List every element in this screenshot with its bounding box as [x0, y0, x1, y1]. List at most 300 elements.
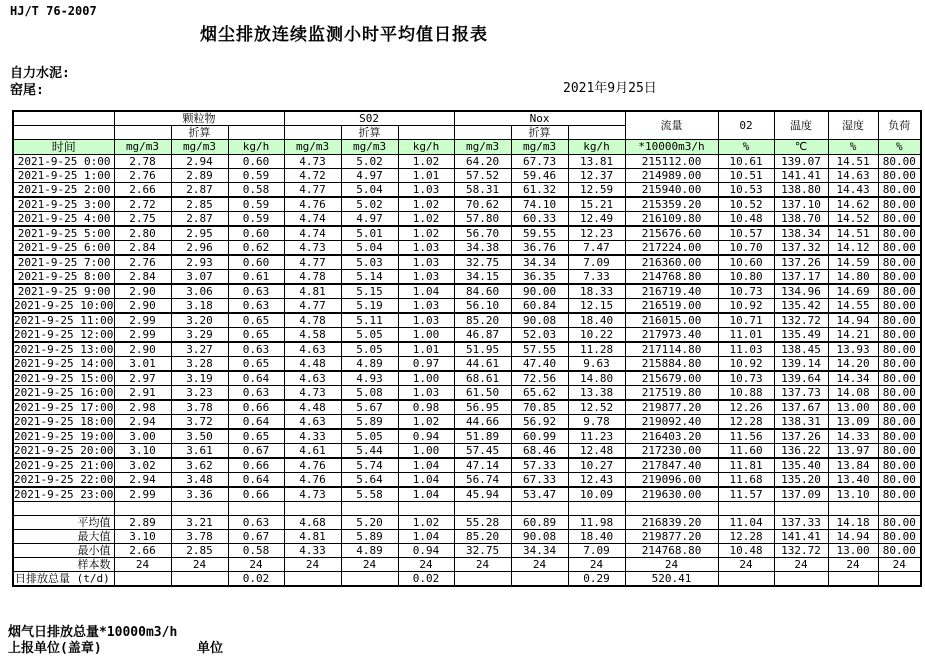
value-cell: 2.75 — [114, 212, 171, 227]
value-cell: 3.21 — [171, 516, 228, 530]
value-cell: 1.04 — [398, 487, 454, 502]
value-cell: 10.80 — [718, 270, 774, 285]
value-cell: 3.10 — [114, 530, 171, 544]
value-cell: 80.00 — [878, 169, 921, 183]
value-cell: 13.40 — [828, 473, 878, 488]
value-cell: 3.29 — [171, 328, 228, 343]
value-cell: 24 — [114, 558, 171, 572]
value-cell — [454, 572, 511, 587]
col-group-temperature: 温度 — [774, 111, 828, 140]
value-cell: 0.59 — [228, 169, 284, 183]
location-label: 窑尾: — [10, 83, 44, 98]
value-cell: 80.00 — [878, 516, 921, 530]
value-cell: 5.05 — [341, 429, 398, 444]
time-cell: 2021-9-25 21:00 — [14, 459, 114, 472]
unit-cell: mg/m3 — [171, 140, 228, 155]
value-cell: 10.51 — [718, 169, 774, 183]
value-cell: 217973.40 — [625, 328, 718, 343]
value-cell: 56.95 — [454, 400, 511, 415]
value-cell: 4.78 — [284, 313, 341, 328]
value-cell: 24 — [774, 558, 828, 572]
value-cell: 2.90 — [114, 342, 171, 357]
value-cell: 2.89 — [114, 516, 171, 530]
value-cell: 5.08 — [341, 386, 398, 401]
value-cell: 2.76 — [114, 255, 171, 270]
value-cell: 9.78 — [568, 415, 625, 430]
value-cell: 1.03 — [398, 255, 454, 270]
value-cell: 14.59 — [828, 255, 878, 270]
value-cell — [171, 572, 228, 587]
value-cell: 44.66 — [454, 415, 511, 430]
value-cell: 214768.80 — [625, 270, 718, 285]
value-cell: 80.00 — [878, 226, 921, 241]
value-cell: 45.94 — [454, 487, 511, 502]
value-cell: 137.33 — [774, 516, 828, 530]
value-cell: 84.60 — [454, 284, 511, 299]
value-cell: 51.89 — [454, 429, 511, 444]
value-cell: 216719.40 — [625, 284, 718, 299]
value-cell: 57.55 — [511, 342, 568, 357]
value-cell: 136.22 — [774, 444, 828, 459]
table-row — [13, 415, 921, 430]
report-date: 2021年9月25日 — [563, 81, 657, 96]
value-cell — [718, 572, 774, 587]
value-cell: 10.09 — [568, 487, 625, 502]
value-cell: 10.48 — [718, 544, 774, 558]
unit-cell: % — [878, 140, 921, 155]
value-cell: 5.44 — [341, 444, 398, 459]
value-cell: 216360.00 — [625, 255, 718, 270]
value-cell: 4.68 — [284, 516, 341, 530]
value-cell: 13.81 — [568, 155, 625, 169]
value-cell: 11.28 — [568, 342, 625, 357]
value-cell: 0.66 — [228, 400, 284, 415]
time-cell: 2021-9-25 5:00 — [13, 226, 114, 241]
value-cell: 2.87 — [171, 183, 228, 198]
value-cell: 1.03 — [398, 241, 454, 256]
value-cell: 132.72 — [774, 313, 828, 328]
value-cell: 0.59 — [228, 197, 284, 212]
value-cell: 13.93 — [828, 342, 878, 357]
value-cell: 3.27 — [171, 342, 228, 357]
time-cell: 2021-9-25 20:00 — [14, 444, 114, 457]
value-cell: 2.76 — [114, 169, 171, 183]
value-cell: 141.41 — [774, 530, 828, 544]
value-cell: 10.27 — [568, 458, 625, 473]
value-cell: 4.33 — [284, 429, 341, 444]
table-row — [13, 357, 921, 372]
table-row — [13, 400, 921, 415]
value-cell: 80.00 — [878, 328, 921, 343]
value-cell: 51.95 — [454, 342, 511, 357]
value-cell: 4.93 — [341, 371, 398, 386]
value-cell: 0.98 — [398, 400, 454, 415]
value-cell: 4.74 — [284, 226, 341, 241]
value-cell: 11.60 — [718, 444, 774, 459]
value-cell: 4.89 — [341, 544, 398, 558]
time-cell: 2021-9-25 17:00 — [14, 401, 114, 414]
summary-label-cell: 最大值 — [13, 530, 114, 544]
time-cell: 2021-9-25 0:00 — [13, 155, 114, 169]
value-cell: 57.33 — [511, 458, 568, 473]
value-cell: 135.20 — [774, 473, 828, 488]
table-row — [13, 429, 921, 444]
value-cell: 217847.40 — [625, 458, 718, 473]
value-cell: 0.65 — [228, 429, 284, 444]
value-cell: 3.10 — [114, 444, 171, 459]
value-cell: 14.08 — [828, 386, 878, 401]
value-cell: 80.00 — [878, 212, 921, 227]
value-cell: 11.01 — [718, 328, 774, 343]
value-cell: 24 — [284, 558, 341, 572]
standard-code: HJ/T 76-2007 — [10, 4, 97, 18]
value-cell: 12.26 — [718, 400, 774, 415]
value-cell — [114, 572, 171, 587]
value-cell: 0.63 — [228, 342, 284, 357]
value-cell: 5.89 — [341, 415, 398, 430]
time-cell: 2021-9-25 1:00 — [13, 169, 114, 183]
value-cell: 34.15 — [454, 270, 511, 285]
value-cell: 80.00 — [878, 342, 921, 357]
value-cell: 4.76 — [284, 473, 341, 488]
value-cell: 0.02 — [398, 572, 454, 587]
time-cell: 2021-9-25 13:00 — [14, 343, 114, 356]
value-cell: 4.81 — [284, 530, 341, 544]
time-cell: 2021-9-25 11:00 — [14, 314, 114, 327]
value-cell: 4.73 — [284, 386, 341, 401]
value-cell: 5.89 — [341, 530, 398, 544]
value-cell: 217224.00 — [625, 241, 718, 256]
value-cell: 80.00 — [878, 299, 921, 314]
unit-cell: kg/h — [398, 140, 454, 155]
value-cell: 141.41 — [774, 169, 828, 183]
value-cell: 4.97 — [341, 169, 398, 183]
value-cell: 2.95 — [171, 226, 228, 241]
value-cell: 216015.00 — [625, 313, 718, 328]
value-cell: 80.00 — [878, 544, 921, 558]
value-cell: 1.01 — [398, 342, 454, 357]
value-cell: 53.47 — [511, 487, 568, 502]
value-cell: 80.00 — [878, 197, 921, 212]
value-cell: 24 — [625, 558, 718, 572]
value-cell: 4.77 — [284, 255, 341, 270]
value-cell: 14.33 — [828, 429, 878, 444]
value-cell: 34.38 — [454, 241, 511, 256]
company-label: 自力水泥: — [10, 66, 70, 81]
value-cell: 70.85 — [511, 400, 568, 415]
value-cell: 14.51 — [828, 226, 878, 241]
value-cell: 138.34 — [774, 226, 828, 241]
unit-cell: kg/h — [568, 140, 625, 155]
value-cell: 135.42 — [774, 299, 828, 314]
value-cell: 5.05 — [341, 342, 398, 357]
table-row — [13, 371, 921, 386]
table-row — [13, 530, 921, 544]
summary-rows — [13, 516, 921, 587]
value-cell: 13.00 — [828, 400, 878, 415]
table-row — [13, 212, 921, 227]
value-cell: 14.62 — [828, 197, 878, 212]
value-cell: 7.33 — [568, 270, 625, 285]
value-cell: 14.51 — [828, 155, 878, 169]
value-cell: 24 — [171, 558, 228, 572]
value-cell: 12.28 — [718, 530, 774, 544]
value-cell: 215884.80 — [625, 357, 718, 372]
value-cell: 24 — [511, 558, 568, 572]
value-cell: 24 — [828, 558, 878, 572]
value-cell: 36.35 — [511, 270, 568, 285]
time-cell: 2021-9-25 4:00 — [13, 212, 114, 227]
value-cell: 5.01 — [341, 226, 398, 241]
value-cell: 5.03 — [341, 255, 398, 270]
value-cell: 2.78 — [114, 155, 171, 169]
value-cell: 80.00 — [878, 429, 921, 444]
value-cell: 14.55 — [828, 299, 878, 314]
table-row — [13, 444, 921, 459]
value-cell: 60.33 — [511, 212, 568, 227]
converted-label-particulate: 折算 — [171, 126, 228, 140]
value-cell — [341, 572, 398, 587]
value-cell: 80.00 — [878, 415, 921, 430]
value-cell: 10.73 — [718, 284, 774, 299]
value-cell: 137.73 — [774, 386, 828, 401]
value-cell: 47.14 — [454, 458, 511, 473]
table-row — [13, 241, 921, 256]
value-cell: 1.02 — [398, 197, 454, 212]
unit-cell: *10000m3/h — [625, 140, 718, 155]
unit-cell: mg/m3 — [454, 140, 511, 155]
value-cell: 61.50 — [454, 386, 511, 401]
value-cell: 0.67 — [228, 444, 284, 459]
value-cell: 7.47 — [568, 241, 625, 256]
value-cell: 24 — [454, 558, 511, 572]
value-cell: 0.94 — [398, 544, 454, 558]
value-cell: 5.20 — [341, 516, 398, 530]
value-cell: 46.87 — [454, 328, 511, 343]
value-cell: 137.32 — [774, 241, 828, 256]
col-group-load: 负荷 — [878, 111, 921, 140]
table-row — [13, 255, 921, 270]
value-cell: 4.72 — [284, 169, 341, 183]
value-cell: 139.64 — [774, 371, 828, 386]
value-cell: 60.89 — [511, 516, 568, 530]
value-cell: 2.96 — [171, 241, 228, 256]
value-cell: 74.10 — [511, 197, 568, 212]
value-cell: 12.28 — [718, 415, 774, 430]
value-cell: 80.00 — [878, 270, 921, 285]
value-cell: 219630.00 — [625, 487, 718, 502]
value-cell: 12.52 — [568, 400, 625, 415]
value-cell: 11.56 — [718, 429, 774, 444]
time-header-spacer — [13, 126, 114, 140]
value-cell: 10.53 — [718, 183, 774, 198]
value-cell: 216519.00 — [625, 299, 718, 314]
value-cell: 2.94 — [114, 473, 171, 488]
value-cell: 3.48 — [171, 473, 228, 488]
value-cell: 2.85 — [171, 197, 228, 212]
value-cell: 2.72 — [114, 197, 171, 212]
value-cell: 57.52 — [454, 169, 511, 183]
value-cell: 10.57 — [718, 226, 774, 241]
value-cell — [828, 572, 878, 587]
value-cell: 138.70 — [774, 212, 828, 227]
value-cell: 5.04 — [341, 241, 398, 256]
table-row — [13, 169, 921, 183]
data-rows — [13, 155, 921, 502]
value-cell: 1.04 — [398, 530, 454, 544]
value-cell: 9.63 — [568, 357, 625, 372]
value-cell: 2.94 — [114, 415, 171, 430]
value-cell: 80.00 — [878, 530, 921, 544]
value-cell: 10.52 — [718, 197, 774, 212]
value-cell: 13.97 — [828, 444, 878, 459]
value-cell: 11.23 — [568, 429, 625, 444]
value-cell: 4.61 — [284, 444, 341, 459]
time-cell: 2021-9-25 16:00 — [14, 386, 114, 399]
time-cell: 2021-9-25 9:00 — [13, 284, 114, 299]
converted-label-nox: 折算 — [511, 126, 568, 140]
value-cell: 24 — [228, 558, 284, 572]
value-cell: 80.00 — [878, 444, 921, 459]
value-cell: 14.63 — [828, 169, 878, 183]
time-cell: 2021-9-25 15:00 — [14, 372, 114, 385]
value-cell: 2.87 — [171, 212, 228, 227]
value-cell: 4.97 — [341, 212, 398, 227]
value-cell: 55.28 — [454, 516, 511, 530]
summary-label-cell: 平均值 — [13, 516, 114, 530]
value-cell: 44.61 — [454, 357, 511, 372]
value-cell: 11.68 — [718, 473, 774, 488]
value-cell: 32.75 — [454, 255, 511, 270]
value-cell: 10.92 — [718, 357, 774, 372]
value-cell: 11.98 — [568, 516, 625, 530]
value-cell: 137.10 — [774, 197, 828, 212]
table-row — [13, 299, 921, 314]
converted-label-so2: 折算 — [341, 126, 398, 140]
value-cell: 217230.00 — [625, 444, 718, 459]
value-cell: 13.09 — [828, 415, 878, 430]
time-cell: 2021-9-25 14:00 — [14, 357, 114, 370]
value-cell: 0.64 — [228, 371, 284, 386]
value-cell: 10.48 — [718, 212, 774, 227]
value-cell: 0.64 — [228, 473, 284, 488]
time-header: 时间 — [13, 140, 114, 155]
value-cell: 132.72 — [774, 544, 828, 558]
value-cell: 80.00 — [878, 386, 921, 401]
value-cell: 13.84 — [828, 458, 878, 473]
value-cell: 10.22 — [568, 328, 625, 343]
value-cell: 138.31 — [774, 415, 828, 430]
value-cell: 137.67 — [774, 400, 828, 415]
value-cell: 7.09 — [568, 255, 625, 270]
value-cell: 24 — [718, 558, 774, 572]
value-cell: 0.29 — [568, 572, 625, 587]
time-cell: 2021-9-25 19:00 — [14, 430, 114, 443]
table-row — [13, 342, 921, 357]
summary-label-cell: 日排放总量 (t/d) — [13, 572, 114, 587]
table-row — [13, 516, 921, 530]
value-cell: 13.00 — [828, 544, 878, 558]
value-cell: 14.34 — [828, 371, 878, 386]
value-cell: 4.77 — [284, 299, 341, 314]
value-cell: 5.19 — [341, 299, 398, 314]
value-cell: 3.72 — [171, 415, 228, 430]
col-group-o2: 02 — [718, 111, 774, 140]
value-cell: 14.80 — [828, 270, 878, 285]
table-row — [13, 386, 921, 401]
value-cell: 90.00 — [511, 284, 568, 299]
value-cell: 60.84 — [511, 299, 568, 314]
unit-label: 单位 — [197, 641, 224, 656]
value-cell: 72.56 — [511, 371, 568, 386]
value-cell: 1.04 — [398, 473, 454, 488]
value-cell: 68.46 — [511, 444, 568, 459]
value-cell: 12.23 — [568, 226, 625, 241]
value-cell: 56.74 — [454, 473, 511, 488]
value-cell: 3.02 — [114, 458, 171, 473]
value-cell: 14.80 — [568, 371, 625, 386]
value-cell: 4.74 — [284, 212, 341, 227]
value-cell: 0.97 — [398, 357, 454, 372]
unit-cell: ℃ — [774, 140, 828, 155]
value-cell: 139.14 — [774, 357, 828, 372]
value-cell: 12.48 — [568, 444, 625, 459]
value-cell: 219096.00 — [625, 473, 718, 488]
value-cell: 85.20 — [454, 313, 511, 328]
value-cell: 4.48 — [284, 400, 341, 415]
value-cell: 24 — [398, 558, 454, 572]
value-cell: 1.01 — [398, 169, 454, 183]
value-cell: 214768.80 — [625, 544, 718, 558]
value-cell: 0.60 — [228, 155, 284, 169]
col-group-humidity: 湿度 — [828, 111, 878, 140]
value-cell: 59.55 — [511, 226, 568, 241]
value-cell: 1.03 — [398, 386, 454, 401]
value-cell: 5.58 — [341, 487, 398, 502]
value-cell: 0.66 — [228, 487, 284, 502]
value-cell: 214989.00 — [625, 169, 718, 183]
value-cell: 80.00 — [878, 473, 921, 488]
value-cell: 24 — [568, 558, 625, 572]
value-cell: 3.01 — [114, 357, 171, 372]
value-cell: 0.94 — [398, 429, 454, 444]
value-cell: 80.00 — [878, 241, 921, 256]
value-cell: 3.28 — [171, 357, 228, 372]
group-header-row — [13, 111, 921, 126]
value-cell: 57.45 — [454, 444, 511, 459]
value-cell: 520.41 — [625, 572, 718, 587]
value-cell: 0.60 — [228, 255, 284, 270]
value-cell: 60.99 — [511, 429, 568, 444]
unit-cell: % — [718, 140, 774, 155]
value-cell: 7.09 — [568, 544, 625, 558]
value-cell: 80.00 — [878, 313, 921, 328]
value-cell: 65.62 — [511, 386, 568, 401]
unit-cell: kg/h — [228, 140, 284, 155]
table-row — [13, 197, 921, 212]
table-row — [13, 284, 921, 299]
value-cell: 2.89 — [171, 169, 228, 183]
col-group-flow: 流量 — [625, 111, 718, 140]
value-cell: 12.49 — [568, 212, 625, 227]
blank-row — [13, 502, 921, 516]
value-cell: 2.66 — [114, 183, 171, 198]
value-cell: 4.33 — [284, 544, 341, 558]
value-cell: 1.02 — [398, 415, 454, 430]
value-cell: 80.00 — [878, 357, 921, 372]
value-cell: 2.84 — [114, 241, 171, 256]
value-cell: 4.48 — [284, 357, 341, 372]
